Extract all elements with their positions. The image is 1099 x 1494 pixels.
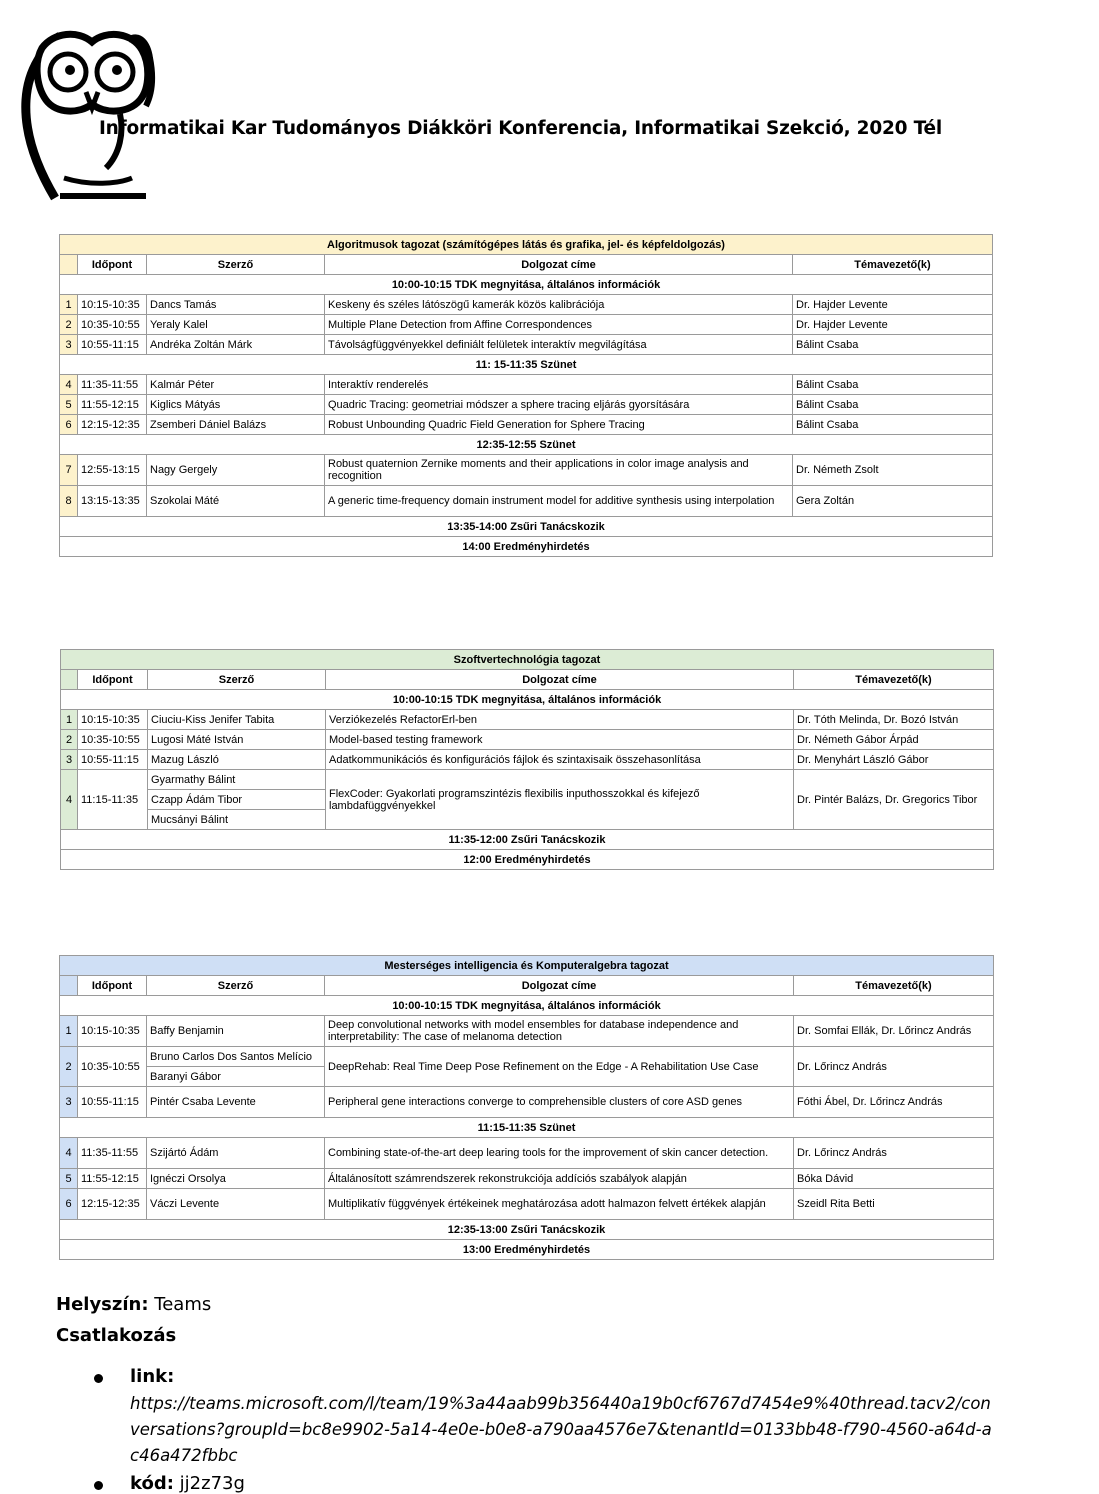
talk-time: 10:35-10:55 <box>78 730 148 750</box>
talk-number: 7 <box>60 455 78 486</box>
section-title: Mesterséges intelligencia és Komputeralgebra tagozat <box>60 956 994 976</box>
talk-time: 13:15-13:35 <box>78 486 147 517</box>
location-line <box>56 1294 211 1325</box>
talk-number: 5 <box>60 1169 78 1189</box>
supervisor-name: Dr. Hajder Levente <box>793 315 993 335</box>
supervisor-name: Dr. Tóth Melinda, Dr. Bozó István <box>794 710 994 730</box>
table-row <box>61 750 994 770</box>
supervisor-column-header: Témavezető(k) <box>793 255 993 275</box>
author-name: Zsemberi Dániel Balázs <box>147 415 325 435</box>
paper-title: Robust quaternion Zernike moments and their applications in color image analysis and recognition <box>325 455 793 486</box>
talk-time: 11:35-11:55 <box>78 375 147 395</box>
table-row <box>60 486 993 517</box>
banner-row <box>60 435 993 455</box>
table-row <box>60 1169 994 1189</box>
author-name: Yeraly Kalel <box>147 315 325 335</box>
talk-time: 10:15-10:35 <box>78 710 148 730</box>
banner-text: 13:00 Eredményhirdetés <box>60 1240 994 1260</box>
paper-column-header: Dolgozat címe <box>326 670 794 690</box>
time-column-header: Időpont <box>78 255 147 275</box>
banner-text: 12:00 Eredményhirdetés <box>61 850 994 870</box>
supervisor-name: Bálint Csaba <box>793 375 993 395</box>
talk-number: 6 <box>60 415 78 435</box>
talk-time: 10:15-10:35 <box>78 295 147 315</box>
banner-text: 11:35-12:00 Zsűri Tanácskozik <box>61 830 994 850</box>
paper-title: Multiple Plane Detection from Affine Correspondences <box>325 315 793 335</box>
table-row <box>60 335 993 355</box>
author-column-header: Szerző <box>147 255 325 275</box>
teams-link[interactable]: https://teams.microsoft.com/l/team/19%3a44aab99b356440a19b0cf6767d7454e9%40thread.tacv2/conversations?groupId=bc8e9902-5a14-4e0e-b0e8-a790aa4576e7&tenantId=0133bb48-f790-4560-a64d-ac46a472fbbc <box>130 1394 992 1465</box>
paper-title: Általánosított számrendszerek rekonstrukciója addíciós szabályok alapján <box>325 1169 794 1189</box>
author-name: Ignéczi Orsolya <box>147 1169 325 1189</box>
banner-row <box>61 850 994 870</box>
banner-row <box>60 517 993 537</box>
paper-title: Model-based testing framework <box>326 730 794 750</box>
author-name: Mucsányi Bálint <box>148 810 326 830</box>
location-label: Helyszín: <box>56 1294 149 1315</box>
section-title: Szoftvertechnológia tagozat <box>61 650 994 670</box>
join-heading <box>56 1325 211 1356</box>
banner-row <box>60 1118 994 1138</box>
banner-row <box>60 1220 994 1240</box>
footer-info <box>56 1294 211 1356</box>
paper-title: Verziókezelés RefactorErl-ben <box>326 710 794 730</box>
table-row <box>61 770 994 790</box>
paper-title: Keskeny és széles látószögű kamerák közös kalibrációja <box>325 295 793 315</box>
talk-number: 1 <box>61 710 78 730</box>
talk-time: 10:15-10:35 <box>78 1016 147 1047</box>
author-name: Baffy Benjamin <box>147 1016 325 1047</box>
column-header-row <box>61 670 994 690</box>
table-row <box>60 375 993 395</box>
supervisor-name: Dr. Somfai Ellák, Dr. Lőrincz András <box>794 1016 994 1047</box>
table-row <box>60 1087 994 1118</box>
author-name: Kiglics Mátyás <box>147 395 325 415</box>
code-value: jj2z73g <box>179 1473 245 1494</box>
time-column-header: Időpont <box>78 976 147 996</box>
link-label: link: <box>130 1366 175 1387</box>
author-name: Gyarmathy Bálint <box>148 770 326 790</box>
author-name: Ciuciu-Kiss Jenifer Tabita <box>148 710 326 730</box>
banner-text: 10:00-10:15 TDK megnyitása, általános információk <box>60 275 993 295</box>
paper-title: A generic time-frequency domain instrument model for additive synthesis using interpolation <box>325 486 793 517</box>
author-name: Mazug László <box>148 750 326 770</box>
talk-time: 10:35-10:55 <box>78 1047 147 1087</box>
column-header-row <box>60 976 994 996</box>
paper-title: Combining state-of-the-art deep learing tools for the improvement of skin cancer detection. <box>325 1138 794 1169</box>
author-name: Szokolai Máté <box>147 486 325 517</box>
supervisor-name: Dr. Lőrincz András <box>794 1047 994 1087</box>
time-column-header: Időpont <box>78 670 148 690</box>
banner-text: 11:15-11:35 Szünet <box>60 1118 994 1138</box>
banner-row <box>60 1240 994 1260</box>
paper-title: FlexCoder: Gyakorlati programszintézis flexibilis inputhosszokkal és kifejező lambdafüggvényekkel <box>326 770 794 830</box>
section-title-row <box>60 956 994 976</box>
banner-text: 10:00-10:15 TDK megnyitása, általános információk <box>61 690 994 710</box>
banner-row <box>60 355 993 375</box>
talk-time: 12:15-12:35 <box>78 415 147 435</box>
talk-time: 10:55-11:15 <box>78 750 148 770</box>
schedule-table-algoritmusok <box>59 234 993 557</box>
supervisor-name: Dr. Németh Gábor Árpád <box>794 730 994 750</box>
supervisor-column-header: Témavezető(k) <box>794 670 994 690</box>
banner-text: 13:35-14:00 Zsűri Tanácskozik <box>60 517 993 537</box>
author-name: Kalmár Péter <box>147 375 325 395</box>
paper-title: Adatkommunikációs és konfigurációs fájlok és szintaxisaik összehasonlítása <box>326 750 794 770</box>
banner-text: 14:00 Eredményhirdetés <box>60 537 993 557</box>
paper-title: Peripheral gene interactions converge to comprehensible clusters of core ASD genes <box>325 1087 794 1118</box>
talk-number: 1 <box>60 1016 78 1047</box>
paper-title: Multiplikatív függvények értékeinek meghatározása adott halmazon felvett értékek alapján <box>325 1189 794 1220</box>
paper-title: DeepRehab: Real Time Deep Pose Refinement on the Edge - A Rehabilitation Use Case <box>325 1047 794 1087</box>
paper-title: Deep convolutional networks with model ensembles for database independence and interpretability: The case of melanoma detection <box>325 1016 794 1047</box>
talk-time: 10:35-10:55 <box>78 315 147 335</box>
author-name: Czapp Ádám Tibor <box>148 790 326 810</box>
schedule-table-szoftvertechnologia <box>60 649 994 870</box>
code-list-item <box>92 1473 1000 1494</box>
talk-number: 6 <box>60 1189 78 1220</box>
talk-time: 10:55-11:15 <box>78 1087 147 1118</box>
supervisor-name: Bóka Dávid <box>794 1169 994 1189</box>
supervisor-name: Dr. Pintér Balázs, Dr. Gregorics Tibor <box>794 770 994 830</box>
talk-number: 4 <box>60 1138 78 1169</box>
talk-time: 11:15-11:35 <box>78 770 148 830</box>
supervisor-name: Dr. Hajder Levente <box>793 295 993 315</box>
document-title: Informatikai Kar Tudományos Diákköri Konferencia, Informatikai Szekció, 2020 Tél <box>99 118 943 139</box>
author-name: Lugosi Máté István <box>148 730 326 750</box>
table-row <box>61 710 994 730</box>
author-name: Baranyi Gábor <box>147 1067 325 1087</box>
talk-number: 1 <box>60 295 78 315</box>
paper-column-header: Dolgozat címe <box>325 255 793 275</box>
supervisor-name: Gera Zoltán <box>793 486 993 517</box>
talk-number: 3 <box>61 750 78 770</box>
banner-row <box>60 275 993 295</box>
paper-title: Robust Unbounding Quadric Field Generation for Sphere Tracing <box>325 415 793 435</box>
supervisor-name: Bálint Csaba <box>793 335 993 355</box>
author-name: Andréka Zoltán Márk <box>147 335 325 355</box>
talk-number: 2 <box>61 730 78 750</box>
join-details-list <box>92 1366 1000 1494</box>
table-row <box>61 730 994 750</box>
table-row <box>60 455 993 486</box>
location-value: Teams <box>154 1294 212 1315</box>
author-name: Dancs Tamás <box>147 295 325 315</box>
author-name: Nagy Gergely <box>147 455 325 486</box>
paper-title: Távolságfüggvényekkel definiált felületek interaktív megvilágítása <box>325 335 793 355</box>
banner-text: 11: 15-11:35 Szünet <box>60 355 993 375</box>
banner-row <box>60 537 993 557</box>
paper-title: Interaktív renderelés <box>325 375 793 395</box>
talk-number: 2 <box>60 315 78 335</box>
paper-column-header: Dolgozat címe <box>325 976 794 996</box>
table-row <box>60 395 993 415</box>
talk-number: 4 <box>60 375 78 395</box>
num-header <box>60 976 78 996</box>
talk-number: 4 <box>61 770 78 830</box>
table-row <box>60 1138 994 1169</box>
banner-text: 10:00-10:15 TDK megnyitása, általános információk <box>60 996 994 1016</box>
banner-row <box>61 690 994 710</box>
bullet-icon <box>94 1481 103 1490</box>
author-column-header: Szerző <box>148 670 326 690</box>
banner-row <box>60 996 994 1016</box>
talk-time: 11:55-12:15 <box>78 1169 147 1189</box>
table-row <box>60 1047 994 1067</box>
supervisor-column-header: Témavezető(k) <box>794 976 994 996</box>
link-list-item <box>92 1366 1000 1469</box>
table-body <box>61 650 994 870</box>
supervisor-name: Szeidl Rita Betti <box>794 1189 994 1220</box>
schedule-table-mesterseges-intelligencia <box>59 955 994 1260</box>
code-label: kód: <box>130 1473 174 1494</box>
table-body <box>60 956 994 1260</box>
table-row <box>60 1189 994 1220</box>
talk-time: 11:35-11:55 <box>78 1138 147 1169</box>
paper-title: Quadric Tracing: geometriai módszer a sphere tracing eljárás gyorsítására <box>325 395 793 415</box>
table-row <box>60 315 993 335</box>
banner-row <box>61 830 994 850</box>
supervisor-name: Dr. Németh Zsolt <box>793 455 993 486</box>
table-body <box>60 235 993 557</box>
table-row <box>60 415 993 435</box>
talk-number: 8 <box>60 486 78 517</box>
section-title: Algoritmusok tagozat (számítógépes látás és grafika, jel- és képfeldolgozás) <box>60 235 993 255</box>
talk-number: 3 <box>60 1087 78 1118</box>
talk-time: 12:15-12:35 <box>78 1189 147 1220</box>
supervisor-name: Bálint Csaba <box>793 415 993 435</box>
supervisor-name: Dr. Lőrincz András <box>794 1138 994 1169</box>
talk-time: 11:55-12:15 <box>78 395 147 415</box>
author-column-header: Szerző <box>147 976 325 996</box>
talk-number: 5 <box>60 395 78 415</box>
supervisor-name: Dr. Menyhárt László Gábor <box>794 750 994 770</box>
join-label: Csatlakozás <box>56 1325 177 1346</box>
supervisor-name: Bálint Csaba <box>793 395 993 415</box>
banner-text: 12:35-12:55 Szünet <box>60 435 993 455</box>
talk-number: 3 <box>60 335 78 355</box>
talk-time: 10:55-11:15 <box>78 335 147 355</box>
num-header <box>61 670 78 690</box>
supervisor-name: Fóthi Ábel, Dr. Lőrincz András <box>794 1087 994 1118</box>
talk-number: 2 <box>60 1047 78 1087</box>
talk-time: 12:55-13:15 <box>78 455 147 486</box>
column-header-row <box>60 255 993 275</box>
author-name: Szijártó Ádám <box>147 1138 325 1169</box>
banner-text: 12:35-13:00 Zsűri Tanácskozik <box>60 1220 994 1240</box>
section-title-row <box>61 650 994 670</box>
author-name: Váczi Levente <box>147 1189 325 1220</box>
owl-logo <box>20 28 160 203</box>
section-title-row <box>60 235 993 255</box>
table-row <box>60 295 993 315</box>
bullet-icon <box>94 1374 103 1383</box>
table-row <box>60 1016 994 1047</box>
author-name: Bruno Carlos Dos Santos Melício <box>147 1047 325 1067</box>
author-name: Pintér Csaba Levente <box>147 1087 325 1118</box>
num-header <box>60 255 78 275</box>
